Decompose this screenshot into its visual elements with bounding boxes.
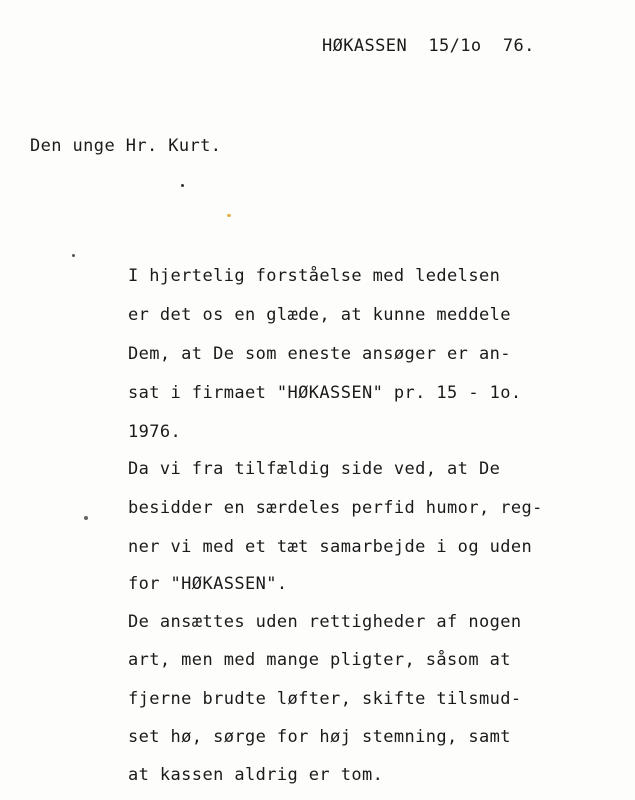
body-line-3: Dem, at De som eneste ansøger er an- (128, 344, 511, 364)
body-line-11: art, men med mange pligter, såsom at (128, 650, 511, 670)
body-line-12: fjerne brudte løfter, skifte tilsmud- (128, 689, 522, 709)
scan-speck (84, 516, 88, 520)
salutation: Den unge Hr. Kurt. (30, 136, 222, 156)
body-line-6: Da vi fra tilfældig side ved, at De (128, 459, 501, 479)
scan-speck (181, 184, 184, 187)
body-line-2: er det os en glæde, at kunne meddele (128, 305, 511, 325)
body-line-5: 1976. (128, 422, 182, 442)
body-line-9: for "HØKASSEN". (128, 574, 288, 594)
header-place: HØKASSEN (322, 36, 408, 56)
body-line-13: set hø, sørge for høj stemning, samt (128, 727, 511, 747)
body-line-1: I hjertelig forståelse med ledelsen (128, 266, 501, 286)
body-line-8: ner vi med et tæt samarbejde i og uden (128, 537, 533, 557)
body-line-7: besidder en særdeles perfid humor, reg- (128, 498, 543, 518)
scan-speck (227, 214, 231, 217)
header-date: 15/1o 76. (428, 36, 535, 56)
body-line-4: sat i firmaet "HØKASSEN" pr. 15 - 1o. (128, 383, 522, 403)
body-line-14: at kassen aldrig er tom. (128, 765, 384, 785)
body-line-10: De ansættes uden rettigheder af nogen (128, 612, 522, 632)
scan-speck (72, 254, 75, 257)
letter-header (322, 36, 535, 56)
